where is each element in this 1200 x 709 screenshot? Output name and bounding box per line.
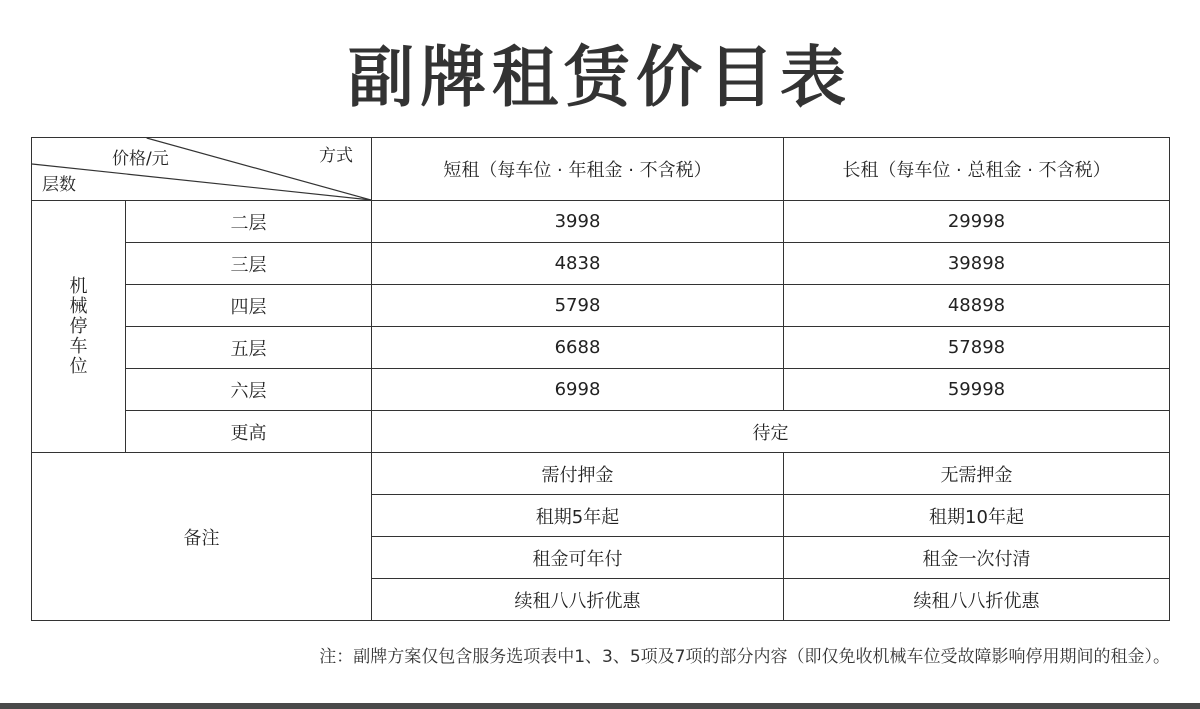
table-row [32,411,1170,453]
bottom-bar [0,703,1200,709]
remark-long-cell: 租金一次付清 [784,537,1170,579]
remarks-label-cell: 备注 [32,453,372,621]
column-header-long-term: 长租（每车位 · 总租金 · 不含税） [784,138,1170,201]
remark-row [32,453,1170,495]
table-row [32,201,1170,243]
remark-short-cell: 租期5年起 [372,495,784,537]
table-row [32,243,1170,285]
floor-cell: 四层 [126,285,372,327]
corner-method-label: 方式 [319,146,353,166]
diagonal-header-cell [32,138,372,201]
long-price-cell: 57898 [784,327,1170,369]
short-price-cell: 5798 [372,285,784,327]
floor-cell: 六层 [126,369,372,411]
price-table [31,137,1170,621]
floor-cell: 二层 [126,201,372,243]
floor-cell: 三层 [126,243,372,285]
table-row [32,285,1170,327]
column-header-short-term: 短租（每车位 · 年租金 · 不含税） [372,138,784,201]
table-row [32,369,1170,411]
long-price-cell: 39898 [784,243,1170,285]
page-title: 副牌租赁价目表 [348,39,852,116]
short-price-cell: 3998 [372,201,784,243]
remark-long-cell: 租期10年起 [784,495,1170,537]
table-header-row [32,138,1170,201]
table-row [32,327,1170,369]
remark-long-cell: 续租八八折优惠 [784,579,1170,621]
group-label-cell [32,201,126,453]
short-price-cell: 6998 [372,369,784,411]
pending-price-cell: 待定 [372,411,1170,453]
group-label: 机械停车位 [69,275,88,377]
long-price-cell: 29998 [784,201,1170,243]
short-price-cell: 4838 [372,243,784,285]
remark-long-cell: 无需押金 [784,453,1170,495]
remark-short-cell: 租金可年付 [372,537,784,579]
long-price-cell: 59998 [784,369,1170,411]
corner-price-label: 价格/元 [112,149,169,169]
floor-cell: 五层 [126,327,372,369]
floor-cell-higher: 更高 [126,411,372,453]
remark-short-cell: 续租八八折优惠 [372,579,784,621]
footnote: 注：副牌方案仅包含服务选项表中1、3、5项及7项的部分内容（即仅免收机械车位受故障影响停用期间的租金）。 [319,647,1170,667]
short-price-cell: 6688 [372,327,784,369]
remark-short-cell: 需付押金 [372,453,784,495]
long-price-cell: 48898 [784,285,1170,327]
corner-floor-label: 层数 [42,175,76,195]
